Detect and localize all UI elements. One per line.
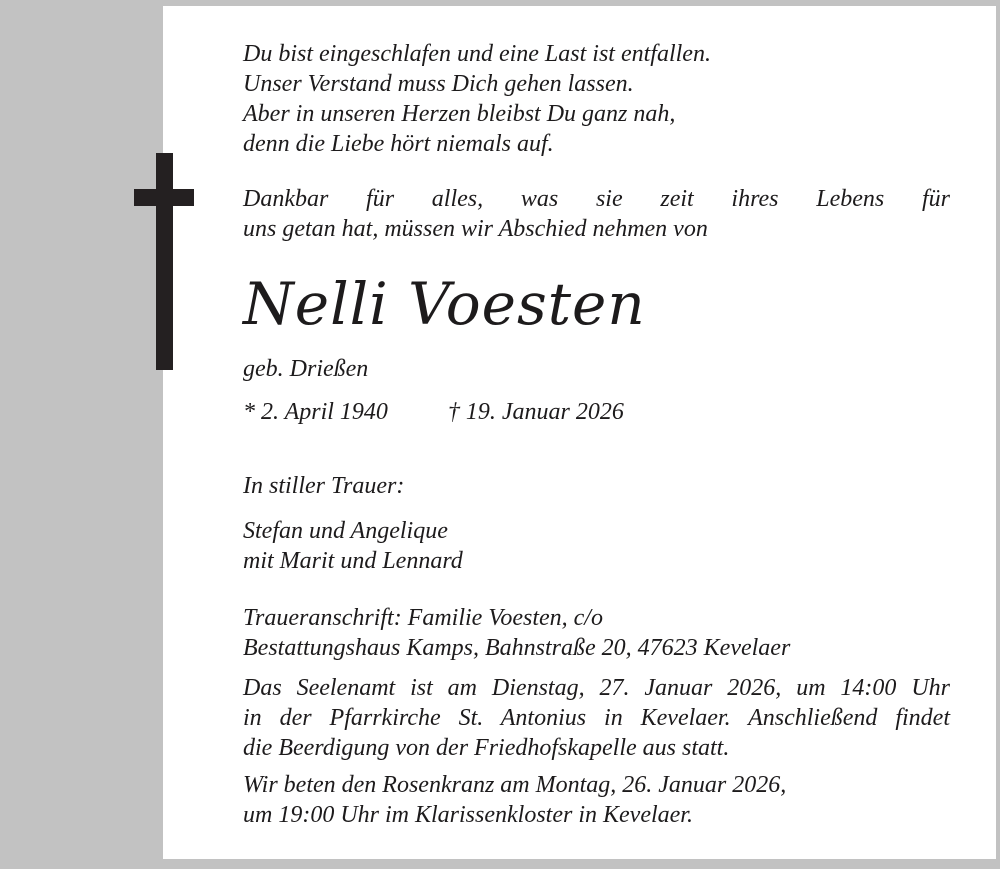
mourners (243, 516, 950, 576)
funeral-service-info (243, 673, 950, 763)
address-line: Bestattungshaus Kamps, Bahnstraße 20, 47623 Kevelaer (243, 635, 791, 661)
verse (243, 39, 950, 159)
deceased-name: Nelli Voesten (243, 270, 646, 338)
intro-line: uns getan hat, müssen wir Abschied nehmen von (243, 216, 708, 242)
obituary-card (163, 6, 996, 859)
verse-line: Unser Verstand muss Dich gehen lassen. (243, 71, 634, 97)
cross-vertical-bar (156, 153, 173, 370)
verse-line: Du bist eingeschlafen und eine Last ist entfallen. (243, 41, 711, 67)
verse-line: denn die Liebe hört niemals auf. (243, 131, 554, 157)
rosary-line: um 19:00 Uhr im Klarissenkloster in Kevelaer. (243, 802, 693, 828)
intro-text (243, 184, 950, 244)
mourning-heading: In stiller Trauer: (243, 473, 405, 499)
cross-horizontal-bar (134, 189, 194, 206)
service-line: die Beerdigung von der Friedhofskapelle aus statt. (243, 735, 730, 761)
maiden-name: geb. Drießen (243, 356, 369, 382)
death-date: † 19. Januar 2026 (447, 399, 624, 425)
rosary-info (243, 770, 950, 830)
mourner-line: Stefan und Angelique (243, 518, 448, 544)
service-line: Das Seelenamt ist am Dienstag, 27. Januar 2026, um 14:00 Uhr (243, 675, 950, 701)
rosary-line: Wir beten den Rosenkranz am Montag, 26. Januar 2026, (243, 772, 787, 798)
mourner-line: mit Marit und Lennard (243, 548, 463, 574)
verse-line: Aber in unseren Herzen bleibst Du ganz nah, (243, 101, 676, 127)
intro-line: Dankbar für alles, was sie zeit ihres Lebens für (243, 186, 950, 212)
address-line: Traueranschrift: Familie Voesten, c/o (243, 605, 603, 631)
birth-date: * 2. April 1940 (243, 399, 388, 425)
service-line: in der Pfarrkirche St. Antonius in Kevelaer. Anschließend findet (243, 705, 950, 731)
life-dates (243, 397, 950, 427)
mourning-address (243, 603, 950, 663)
obituary-content (243, 39, 950, 830)
